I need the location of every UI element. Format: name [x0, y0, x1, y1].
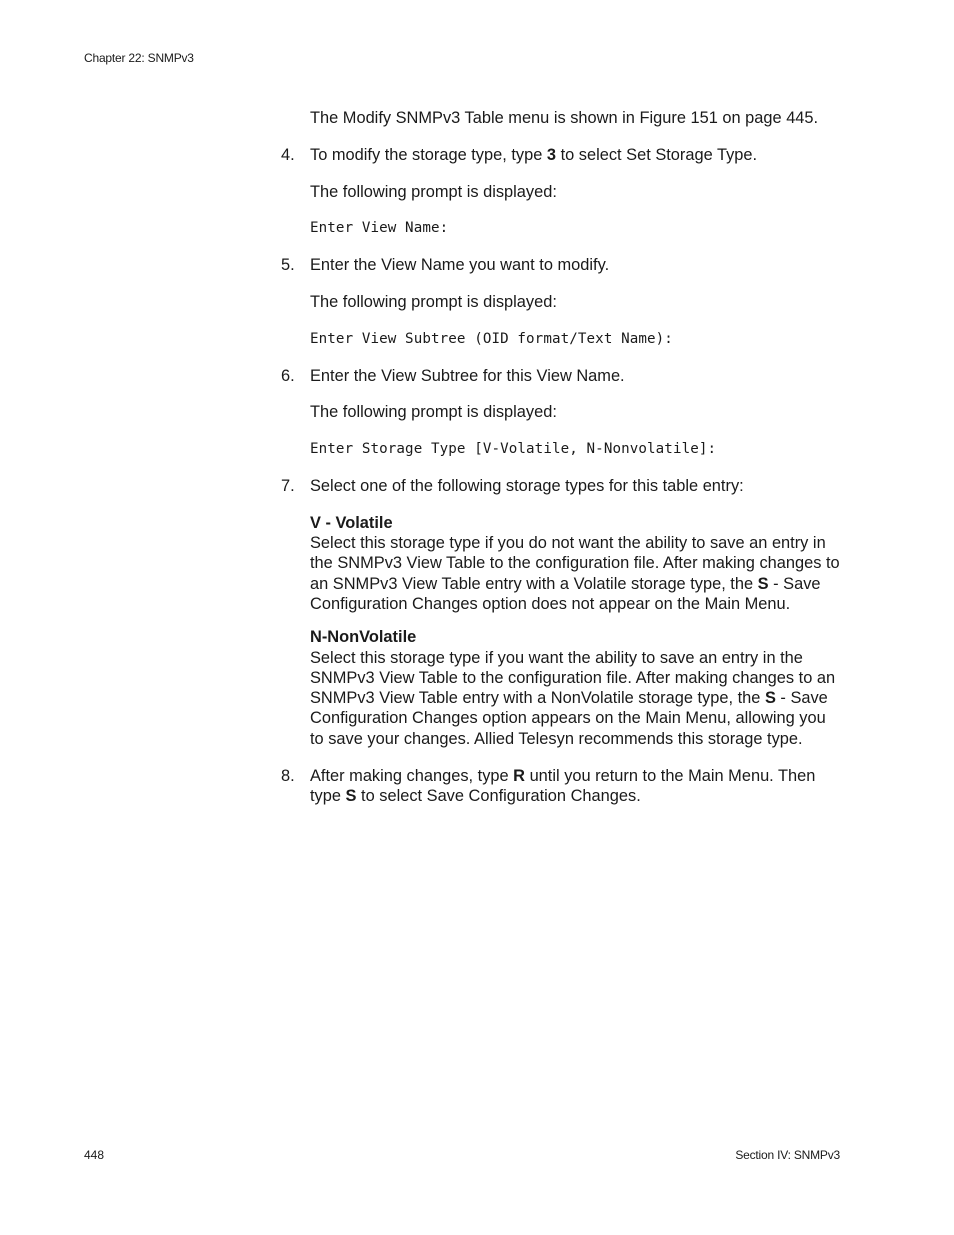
key-s: S: [345, 786, 357, 805]
option-description: [310, 648, 842, 749]
page-body: [281, 108, 842, 823]
option-text: - Save Configuration Changes option appears on the Main Menu, allowing you to save your changes. Allied Telesyn recommends this storage type.: [310, 689, 828, 748]
intro-paragraph: The Modify SNMPv3 Table menu is shown in Figure 151 on page 445.: [310, 109, 819, 127]
running-header: Chapter 22: SNMPv3: [84, 51, 194, 65]
step-text: Enter the View Subtree for this View Name.: [310, 366, 625, 385]
key-s: S: [764, 689, 776, 708]
prompt-intro: The following prompt is displayed:: [310, 182, 557, 201]
option-nonvolatile: [310, 627, 842, 749]
page-number: 448: [84, 1148, 105, 1162]
option-text: - Save Configuration Changes option does not appear on the Main Menu.: [310, 574, 821, 613]
step-4: [281, 145, 842, 165]
running-footer: Section IV: SNMPv3: [735, 1148, 840, 1162]
key-3: 3: [546, 145, 557, 164]
option-volatile: [310, 513, 842, 614]
key-r: R: [513, 766, 526, 785]
prompt-intro: The following prompt is displayed:: [310, 403, 557, 422]
step-text: After making changes, type: [310, 766, 514, 785]
step-text: To modify the storage type, type: [310, 145, 547, 164]
step-text: Enter the View Name you want to modify.: [310, 256, 610, 275]
option-title: V - Volatile: [310, 513, 393, 532]
console-prompt: Enter View Subtree (OID format/Text Name):: [310, 330, 673, 347]
step-5: [281, 255, 842, 275]
console-prompt: Enter View Name:: [310, 220, 449, 237]
option-text: Select this storage type if you do not want the ability to save an entry in the SNMPv3 View Table to the configuration file. After making changes to an SNMPv3 View Table entry with a Volatile storage type, the: [310, 534, 840, 593]
option-text: Select this storage type if you want the ability to save an entry in the SNMPv3 View Table to the configuration file. After making changes to an SNMPv3 View Table entry with a NonVolatile storage type, the: [310, 648, 836, 708]
step-text: to select Set Storage Type.: [556, 145, 758, 164]
step-number: 6.: [281, 366, 295, 385]
step-number: 8.: [281, 766, 295, 785]
console-prompt: Enter Storage Type [V-Volatile, N-Nonvolatile]:: [310, 441, 717, 458]
step-number: 5.: [281, 256, 295, 275]
step-7: [281, 476, 842, 496]
prompt-intro: The following prompt is displayed:: [310, 292, 557, 311]
option-title: N-NonVolatile: [310, 628, 417, 647]
step-number: 7.: [281, 476, 295, 495]
key-s: S: [757, 574, 769, 593]
step-6: [281, 366, 842, 386]
step-number: 4.: [281, 145, 295, 164]
option-description: [310, 533, 842, 614]
step-text: until you return to the Main Menu. Then type: [310, 766, 816, 805]
step-text: to select Save Configuration Changes.: [356, 786, 641, 805]
step-8: [281, 766, 842, 807]
step-text: Select one of the following storage types for this table entry:: [310, 476, 744, 495]
